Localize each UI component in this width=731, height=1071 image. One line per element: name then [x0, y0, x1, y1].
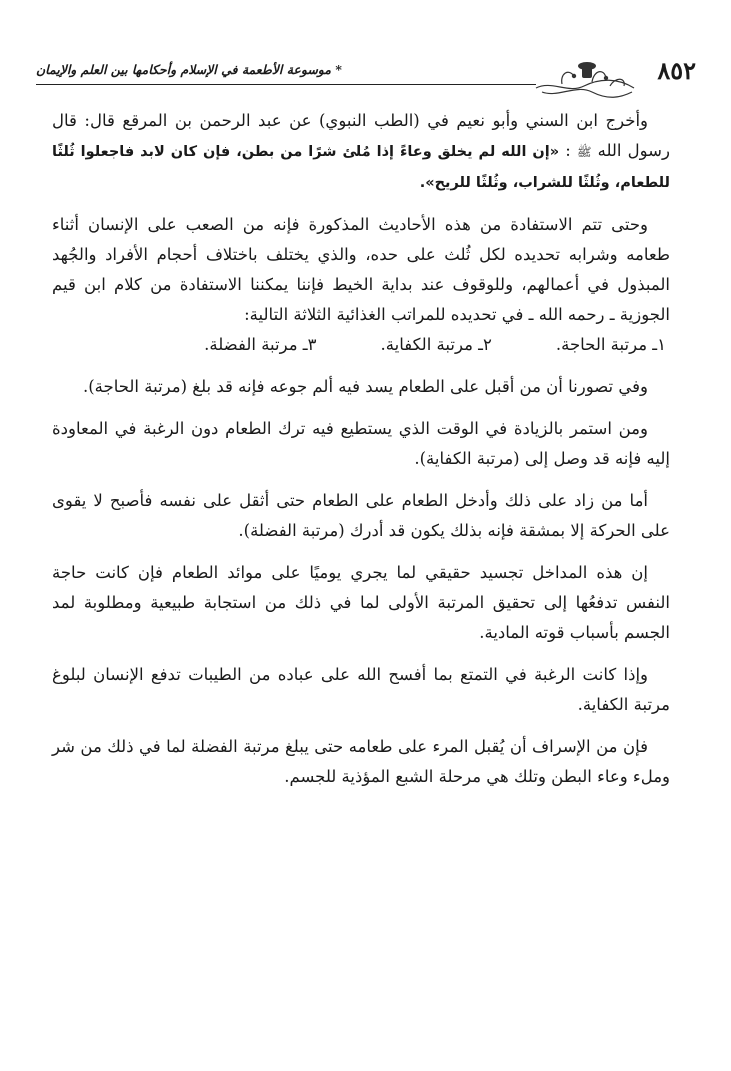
- paragraph-6: إن هذه المداخل تجسيد حقيقي لما يجري يوميًا على موائد الطعام فإن كانت حاجة النفس تدفعُها إلى تحقيق المرتبة الأولى لما في ذلك من استجابة طبيعية ومطلوبة لمد الجسم بأسباب قوته المادية.: [52, 563, 670, 642]
- paragraph-5: أما من زاد على ذلك وأدخل الطعام على الطعام حتى أثقل على نفسه فأصبح لا يقوى على الحركة إلا بمشقة فإنه بذلك يكون قد أدرك (مرتبة الفضلة).: [52, 491, 670, 540]
- page-body: [52, 106, 670, 804]
- hadith-intro: وأخرج ابن السني وأبو نعيم في (الطب النبوي) عن عبد الرحمن بن المرقع قال: قال رسول الله: [52, 111, 670, 160]
- paragraph-2: وحتى تتم الاستفادة من هذه الأحاديث المذكورة فإنه من الصعب على الإنسان أثناء طعامه وشرابه تحديده لكل ثُلث على حده، والذي يختلف باختلاف أحجام الأفراد والجُهد المبذول في أعمالهم، وللوقوف عند بداية الخيط فإننا يمكننا الاستفادة من كلام ابن قيم الجوزية ـ رحمه الله ـ في تحديده للمراتب الغذائية الثلاثة التالية:: [52, 215, 670, 324]
- page-header: [36, 56, 696, 102]
- paragraph-7: وإذا كانت الرغبة في التمتع بما أفسح الله على عباده من الطيبات تدفع الإنسان لبلوغ مرتبة الكفاية.: [52, 665, 670, 714]
- hadith-colon: :: [559, 141, 577, 160]
- running-title: * موسوعة الأطعمة في الإسلام وأحكامها بين العلم والإيمان: [36, 62, 342, 77]
- paragraph-3: وفي تصورنا أن من أقبل على الطعام يسد فيه ألم جوعه فإنه قد بلغ (مرتبة الحاجة).: [83, 377, 648, 396]
- honorific-symbol: ﷺ: [576, 145, 592, 159]
- header-rule: [36, 84, 536, 85]
- paragraph-8: فإن من الإسراف أن يُقبل المرء على طعامه حتى يبلغ مرتبة الفضلة لما في ذلك من شر وملء وعاء البطن وتلك هي مرحلة الشبع المؤذية للجسم.: [52, 737, 670, 786]
- paragraph-1: [52, 106, 670, 198]
- page-number: ٨٥٢: [657, 56, 696, 85]
- level-2: ٢ـ مرتبة الكفاية.: [380, 335, 492, 354]
- level-1: ١ـ مرتبة الحاجة.: [555, 335, 666, 354]
- levels-list: [52, 330, 670, 360]
- floral-ornament-icon: [532, 58, 638, 100]
- paragraph-4: ومن استمر بالزيادة في الوقت الذي يستطيع فيه ترك الطعام دون الرغبة في المعاودة إليه فإنه قد وصل إلى (مرتبة الكفاية).: [52, 419, 670, 468]
- level-3: ٣ـ مرتبة الفضلة.: [204, 335, 317, 354]
- hadith-quote: «إن الله لم يخلق وعاءً إذا مُلئ شرًا من بطن، فإن كان لابد فاجعلوا ثُلثًا للطعام، وثُلثًا للشراب، وثُلثًا للريح».: [52, 144, 670, 191]
